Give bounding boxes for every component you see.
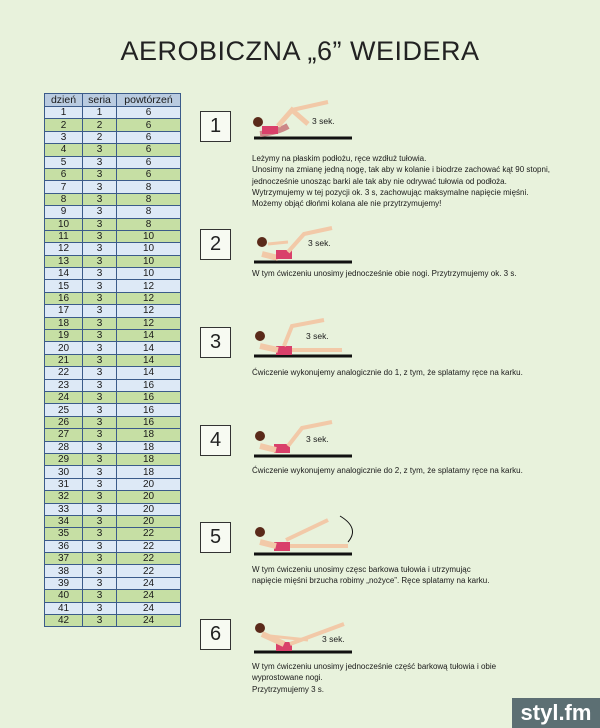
reps-cell: 12 bbox=[117, 317, 181, 329]
day-cell: 28 bbox=[45, 441, 83, 453]
reps-cell: 16 bbox=[117, 416, 181, 428]
series-cell: 3 bbox=[83, 416, 117, 428]
exercise-5-figure bbox=[248, 510, 363, 558]
day-cell: 7 bbox=[45, 181, 83, 193]
header-series: seria bbox=[83, 94, 117, 107]
exercise-number-6: 6 bbox=[200, 619, 231, 650]
day-cell: 4 bbox=[45, 144, 83, 156]
reps-cell: 6 bbox=[117, 168, 181, 180]
table-row bbox=[45, 553, 181, 565]
table-row bbox=[45, 119, 181, 131]
description-line: Przytrzymujemy 3 s. bbox=[252, 684, 325, 694]
reps-cell: 20 bbox=[117, 515, 181, 527]
reps-cell: 6 bbox=[117, 131, 181, 143]
day-cell: 11 bbox=[45, 230, 83, 242]
day-cell: 22 bbox=[45, 367, 83, 379]
description-line: Ćwiczenie wykonujemy analogicznie do 1, z tym, że splatamy ręce na karku. bbox=[252, 368, 523, 377]
site-logo[interactable]: styl.fm bbox=[512, 698, 600, 728]
reps-cell: 6 bbox=[117, 119, 181, 131]
table-row bbox=[45, 404, 181, 416]
description-line: W tym ćwiczeniu unosimy częsc barkowa tułowia i utrzymując bbox=[252, 565, 471, 574]
reps-cell: 18 bbox=[117, 441, 181, 453]
series-cell: 3 bbox=[83, 354, 117, 366]
reps-cell: 14 bbox=[117, 342, 181, 354]
table-row bbox=[45, 478, 181, 490]
table-row bbox=[45, 280, 181, 292]
series-cell: 3 bbox=[83, 193, 117, 205]
reps-cell: 24 bbox=[117, 590, 181, 602]
reps-cell: 22 bbox=[117, 553, 181, 565]
exercise-3-description bbox=[252, 367, 592, 378]
day-cell: 16 bbox=[45, 292, 83, 304]
day-cell: 29 bbox=[45, 453, 83, 465]
day-cell: 6 bbox=[45, 168, 83, 180]
reps-cell: 24 bbox=[117, 602, 181, 614]
day-cell: 20 bbox=[45, 342, 83, 354]
reps-cell: 20 bbox=[117, 478, 181, 490]
day-cell: 1 bbox=[45, 107, 83, 119]
exercise-4-figure bbox=[248, 416, 358, 462]
day-cell: 2 bbox=[45, 119, 83, 131]
reps-cell: 22 bbox=[117, 528, 181, 540]
series-cell: 3 bbox=[83, 615, 117, 627]
series-cell: 3 bbox=[83, 156, 117, 168]
reps-cell: 18 bbox=[117, 453, 181, 465]
series-cell: 1 bbox=[83, 107, 117, 119]
table-row bbox=[45, 317, 181, 329]
reps-cell: 8 bbox=[117, 181, 181, 193]
day-cell: 26 bbox=[45, 416, 83, 428]
reps-cell: 24 bbox=[117, 615, 181, 627]
table-row bbox=[45, 181, 181, 193]
reps-cell: 16 bbox=[117, 391, 181, 403]
exercise-5-description bbox=[252, 564, 592, 587]
table-row bbox=[45, 528, 181, 540]
exercise-2-description bbox=[252, 268, 592, 279]
table-row bbox=[45, 466, 181, 478]
day-cell: 31 bbox=[45, 478, 83, 490]
series-cell: 3 bbox=[83, 379, 117, 391]
day-cell: 40 bbox=[45, 590, 83, 602]
table-row bbox=[45, 503, 181, 515]
reps-cell: 10 bbox=[117, 255, 181, 267]
table-row bbox=[45, 441, 181, 453]
day-cell: 3 bbox=[45, 131, 83, 143]
day-cell: 42 bbox=[45, 615, 83, 627]
series-cell: 3 bbox=[83, 255, 117, 267]
day-cell: 25 bbox=[45, 404, 83, 416]
schedule-body bbox=[45, 107, 181, 627]
reps-cell: 18 bbox=[117, 466, 181, 478]
table-row bbox=[45, 230, 181, 242]
table-row bbox=[45, 268, 181, 280]
series-cell: 3 bbox=[83, 466, 117, 478]
reps-cell: 6 bbox=[117, 107, 181, 119]
series-cell: 3 bbox=[83, 292, 117, 304]
day-cell: 13 bbox=[45, 255, 83, 267]
description-line: W tym ćwiczeniu unosimy jednocześnie obie nogi. Przytrzymujemy ok. 3 s. bbox=[252, 269, 517, 278]
table-row bbox=[45, 156, 181, 168]
series-cell: 3 bbox=[83, 491, 117, 503]
reps-cell: 24 bbox=[117, 577, 181, 589]
day-cell: 32 bbox=[45, 491, 83, 503]
table-row bbox=[45, 330, 181, 342]
exercise-1-hold: 3 sek. bbox=[312, 116, 335, 126]
series-cell: 3 bbox=[83, 540, 117, 552]
table-row bbox=[45, 429, 181, 441]
series-cell: 3 bbox=[83, 429, 117, 441]
day-cell: 9 bbox=[45, 206, 83, 218]
day-cell: 39 bbox=[45, 577, 83, 589]
header-reps: powtórzeń bbox=[117, 94, 181, 107]
day-cell: 15 bbox=[45, 280, 83, 292]
table-row bbox=[45, 453, 181, 465]
series-cell: 3 bbox=[83, 478, 117, 490]
table-row bbox=[45, 577, 181, 589]
series-cell: 3 bbox=[83, 577, 117, 589]
description-line: W tym ćwiczeniu unosimy jednocześnie część barkową tułowia i obie bbox=[252, 662, 497, 671]
series-cell: 3 bbox=[83, 528, 117, 540]
day-cell: 14 bbox=[45, 268, 83, 280]
exercise-4-hold: 3 sek. bbox=[306, 434, 329, 444]
day-cell: 24 bbox=[45, 391, 83, 403]
day-cell: 12 bbox=[45, 243, 83, 255]
exercise-1-figure bbox=[248, 96, 358, 144]
table-row bbox=[45, 416, 181, 428]
table-row bbox=[45, 292, 181, 304]
reps-cell: 16 bbox=[117, 379, 181, 391]
series-cell: 3 bbox=[83, 330, 117, 342]
table-header-row bbox=[45, 94, 181, 107]
page-title: AEROBICZNA „6” WEIDERA bbox=[120, 36, 480, 66]
exercise-3-hold: 3 sek. bbox=[306, 331, 329, 341]
series-cell: 3 bbox=[83, 453, 117, 465]
reps-cell: 18 bbox=[117, 429, 181, 441]
series-cell: 3 bbox=[83, 553, 117, 565]
exercise-number-3: 3 bbox=[200, 327, 231, 358]
day-cell: 8 bbox=[45, 193, 83, 205]
table-row bbox=[45, 540, 181, 552]
series-cell: 2 bbox=[83, 131, 117, 143]
header-day: dzień bbox=[45, 94, 83, 107]
day-cell: 18 bbox=[45, 317, 83, 329]
exercise-6-description bbox=[252, 661, 592, 695]
reps-cell: 10 bbox=[117, 243, 181, 255]
exercise-4-description bbox=[252, 465, 592, 476]
reps-cell: 8 bbox=[117, 218, 181, 230]
day-cell: 36 bbox=[45, 540, 83, 552]
reps-cell: 20 bbox=[117, 503, 181, 515]
table-row bbox=[45, 206, 181, 218]
series-cell: 3 bbox=[83, 503, 117, 515]
series-cell: 3 bbox=[83, 144, 117, 156]
day-cell: 5 bbox=[45, 156, 83, 168]
reps-cell: 8 bbox=[117, 193, 181, 205]
day-cell: 34 bbox=[45, 515, 83, 527]
table-row bbox=[45, 131, 181, 143]
day-cell: 35 bbox=[45, 528, 83, 540]
exercise-number-1: 1 bbox=[200, 111, 231, 142]
reps-cell: 10 bbox=[117, 230, 181, 242]
table-row bbox=[45, 305, 181, 317]
series-cell: 3 bbox=[83, 602, 117, 614]
reps-cell: 20 bbox=[117, 491, 181, 503]
description-line: Leżymy na płaskim podłożu, ręce wzdłuż tułowia. bbox=[252, 154, 427, 163]
day-cell: 37 bbox=[45, 553, 83, 565]
exercise-1-description bbox=[252, 153, 592, 209]
exercise-6-hold: 3 sek. bbox=[322, 634, 345, 644]
reps-cell: 6 bbox=[117, 144, 181, 156]
table-row bbox=[45, 379, 181, 391]
table-row bbox=[45, 565, 181, 577]
table-row bbox=[45, 354, 181, 366]
day-cell: 23 bbox=[45, 379, 83, 391]
description-line: Wytrzymujemy w tej pozycji ok. 3 s, zachowując maksymalne napięcie mięśni. bbox=[252, 187, 529, 197]
series-cell: 3 bbox=[83, 515, 117, 527]
series-cell: 3 bbox=[83, 243, 117, 255]
series-cell: 3 bbox=[83, 441, 117, 453]
reps-cell: 12 bbox=[117, 280, 181, 292]
table-row bbox=[45, 491, 181, 503]
series-cell: 3 bbox=[83, 305, 117, 317]
table-row bbox=[45, 144, 181, 156]
table-row bbox=[45, 515, 181, 527]
reps-cell: 12 bbox=[117, 305, 181, 317]
reps-cell: 14 bbox=[117, 354, 181, 366]
table-row bbox=[45, 168, 181, 180]
reps-cell: 14 bbox=[117, 330, 181, 342]
reps-cell: 16 bbox=[117, 404, 181, 416]
description-line: Unosimy na zmianę jedną nogę, tak aby w kolanie i biodrze zachować kąt 90 stopni, bbox=[252, 165, 550, 175]
series-cell: 3 bbox=[83, 168, 117, 180]
series-cell: 3 bbox=[83, 280, 117, 292]
table-row bbox=[45, 615, 181, 627]
day-cell: 19 bbox=[45, 330, 83, 342]
description-line: Możemy objąć dłońmi kolana ale nie przytrzymujemy! bbox=[252, 199, 442, 209]
reps-cell: 22 bbox=[117, 540, 181, 552]
series-cell: 3 bbox=[83, 181, 117, 193]
reps-cell: 14 bbox=[117, 367, 181, 379]
description-line: wyprostowane nogi. bbox=[252, 673, 323, 683]
schedule-table bbox=[44, 93, 181, 627]
exercise-3-figure bbox=[248, 316, 358, 362]
reps-cell: 12 bbox=[117, 292, 181, 304]
description-line: jednocześnie unosząc barki ale tak aby nie odrywać tułowia od podłoża. bbox=[252, 176, 507, 186]
table-row bbox=[45, 243, 181, 255]
series-cell: 3 bbox=[83, 342, 117, 354]
series-cell: 3 bbox=[83, 230, 117, 242]
table-row bbox=[45, 590, 181, 602]
series-cell: 3 bbox=[83, 218, 117, 230]
reps-cell: 6 bbox=[117, 156, 181, 168]
series-cell: 3 bbox=[83, 404, 117, 416]
table-row bbox=[45, 218, 181, 230]
table-row bbox=[45, 602, 181, 614]
series-cell: 3 bbox=[83, 565, 117, 577]
table-row bbox=[45, 391, 181, 403]
exercise-number-4: 4 bbox=[200, 425, 231, 456]
day-cell: 17 bbox=[45, 305, 83, 317]
table-row bbox=[45, 107, 181, 119]
exercise-number-5: 5 bbox=[200, 522, 231, 553]
series-cell: 3 bbox=[83, 367, 117, 379]
day-cell: 38 bbox=[45, 565, 83, 577]
table-row bbox=[45, 367, 181, 379]
series-cell: 3 bbox=[83, 206, 117, 218]
day-cell: 27 bbox=[45, 429, 83, 441]
series-cell: 3 bbox=[83, 317, 117, 329]
reps-cell: 22 bbox=[117, 565, 181, 577]
description-line: napięcie mięśni brzucha robimy „nożyce”. Ręce splatamy na karku. bbox=[252, 576, 490, 586]
day-cell: 21 bbox=[45, 354, 83, 366]
day-cell: 30 bbox=[45, 466, 83, 478]
exercise-number-2: 2 bbox=[200, 229, 231, 260]
exercise-2-figure bbox=[248, 222, 358, 268]
reps-cell: 8 bbox=[117, 206, 181, 218]
table-row bbox=[45, 193, 181, 205]
description-line: Ćwiczenie wykonujemy analogicznie do 2, z tym, że splatamy ręce na karku. bbox=[252, 466, 523, 475]
day-cell: 10 bbox=[45, 218, 83, 230]
table-row bbox=[45, 342, 181, 354]
exercise-2-hold: 3 sek. bbox=[308, 238, 331, 248]
day-cell: 33 bbox=[45, 503, 83, 515]
table-row bbox=[45, 255, 181, 267]
series-cell: 2 bbox=[83, 119, 117, 131]
series-cell: 3 bbox=[83, 268, 117, 280]
reps-cell: 10 bbox=[117, 268, 181, 280]
day-cell: 41 bbox=[45, 602, 83, 614]
series-cell: 3 bbox=[83, 590, 117, 602]
series-cell: 3 bbox=[83, 391, 117, 403]
